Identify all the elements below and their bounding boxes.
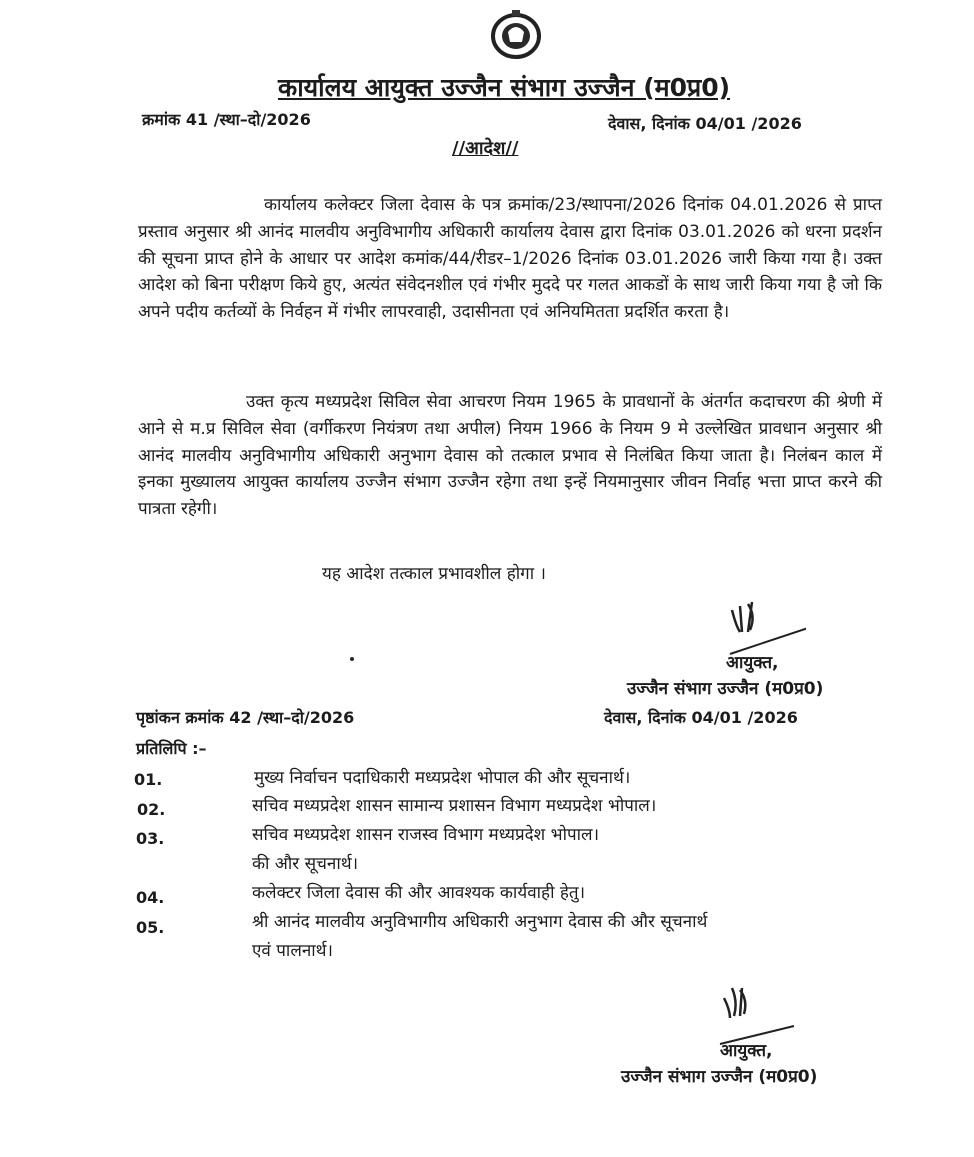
copy-item-number: 02.: [137, 800, 166, 819]
copy-item-text: मुख्य निर्वाचन पदाधिकारी मध्यप्रदेश भोपाल की और सूचनार्थ।: [254, 768, 631, 788]
signatory-division: उज्जैन संभाग उज्जैन (म0प्र0): [627, 679, 824, 699]
copy-item-number: 03.: [136, 829, 165, 848]
government-emblem-icon: [486, 8, 546, 60]
copy-to-label: प्रतिलिपि :–: [136, 739, 207, 758]
endorsement-number: पृष्ठांकन क्रमांक 42 /स्था–दो/2026: [136, 708, 355, 727]
copy-item-number: 04.: [136, 888, 165, 907]
stray-mark: [350, 657, 354, 661]
order-heading: //आदेश//: [452, 138, 519, 159]
office-title: कार्यालय आयुक्त उज्जैन संभाग उज्जैन (म0प्र0): [278, 73, 731, 102]
place-date: देवास, दिनांक 04/01 /2026: [608, 114, 802, 133]
copy-item-text: सचिव मध्यप्रदेश शासन सामान्य प्रशासन विभाग मध्यप्रदेश भोपाल।: [252, 796, 657, 816]
copy-item-number: 01.: [134, 770, 163, 789]
effect-line: यह आदेश तत्काल प्रभावशील होगा ।: [322, 564, 546, 584]
signatory-designation: आयुक्त,: [726, 653, 779, 673]
copy-item-text: एवं पालनार्थ।: [252, 941, 333, 961]
copy-item-text: की और सूचनार्थ।: [252, 854, 359, 874]
signatory-designation: आयुक्त,: [720, 1041, 773, 1061]
copy-item-number: 05.: [136, 918, 165, 937]
signatory-division: उज्जैन संभाग उज्जैन (म0प्र0): [621, 1067, 818, 1087]
order-paragraph-1: कार्यालय कलेक्टर जिला देवास के पत्र क्रमांक/23/स्थापना/2026 दिनांक 04.01.2026 से प्राप्त प्रस्ताव अनुसार श्री आनंद मालवीय अनुविभागीय अधिकारी कार्यालय देवास द्वारा दिनांक 03.01.2026 को धरना प्रदर्शन की सूचना प्राप्त होने के आधार पर आदेश कमांक/44/रीडर–1/2026 दिनांक 03.01.2026 जारी किया गया है। उक्त आदेश को बिना परीक्षण किये हुए, अत्यंत संवेदनशील एवं गंभीर मुददे पर गलत आकडों के साथ जारी किया गया है जो कि अपने पदीय कर्तव्यों के निर्वहन में गंभीर लापरवाही, उदासीनता एवं अनियमितता प्रदर्शित करता है।: [138, 195, 882, 323]
copy-item-text: कलेक्टर जिला देवास की और आवश्यक कार्यवाही हेतु।: [252, 883, 586, 903]
copy-item-text: सचिव मध्यप्रदेश शासन राजस्व विभाग मध्यप्रदेश भोपाल।: [252, 825, 600, 845]
endorsement-place-date: देवास, दिनांक 04/01 /2026: [604, 708, 798, 727]
order-paragraph-2: उक्त कृत्य मध्यप्रदेश सिविल सेवा आचरण नियम 1965 के प्रावधानों के अंतर्गत कदाचरण की श्रेणी में आने से म.प्र सिविल सेवा (वर्गीकरण नियंत्रण तथा अपील) नियम 1966 के नियम 9 मे उल्लेखित प्रावधान अनुसार श्री आनंद मालवीय अनुविभागीय अधिकारी अनुभाग देवास को तत्काल प्रभाव से निलंबित किया जाता है। निलंबन काल में इनका मुख्यालय आयुक्त कार्यालय उज्जैन संभाग उज्जैन रहेगा तथा इन्हें नियमानुसार जीवन निर्वाह भत्ता प्राप्त करने की पात्रता रहेगी।: [138, 392, 882, 520]
copy-item-text: श्री आनंद मालवीय अनुविभागीय अधिकारी अनुभाग देवास की और सूचनार्थ: [252, 912, 708, 932]
reference-number: क्रमांक 41 /स्था–दो/2026: [142, 110, 311, 129]
